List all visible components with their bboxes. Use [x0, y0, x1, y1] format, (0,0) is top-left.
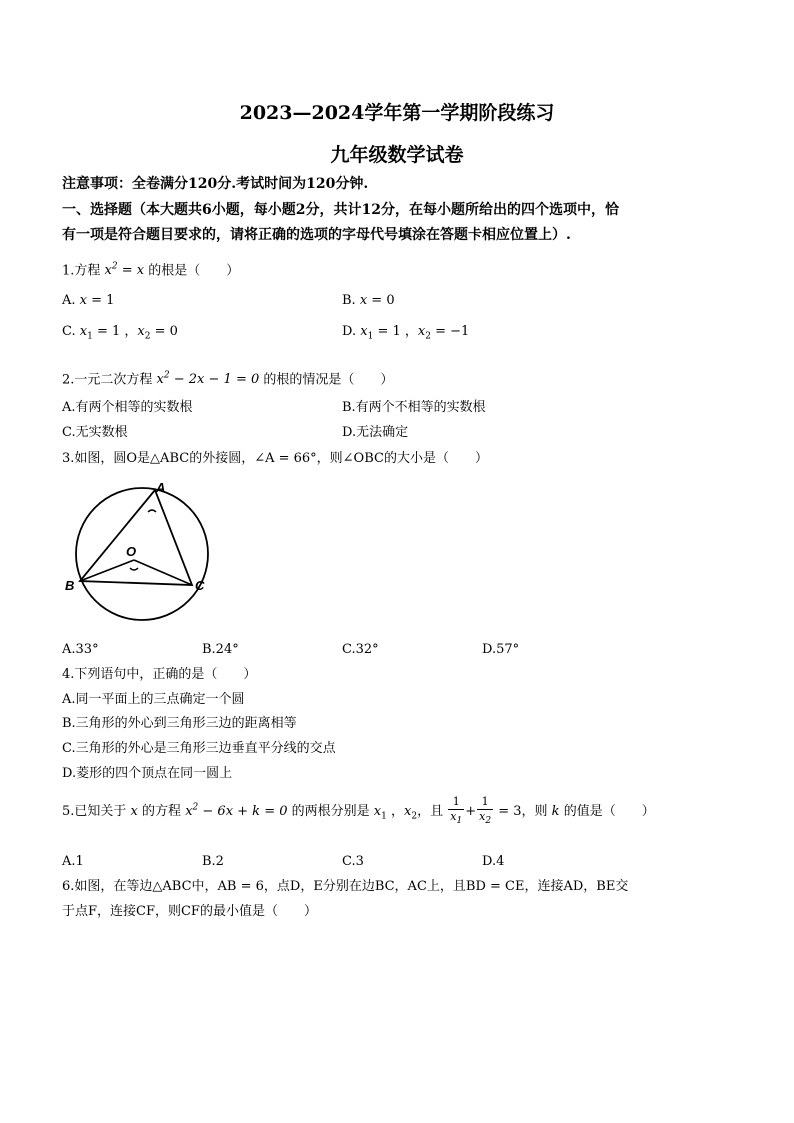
q5-fraction-1: $\frac{1}{x_1}$ — [450, 795, 463, 827]
q1-option-d: D. $x_1 = 1$ ，$x_2 = -1$ — [342, 324, 470, 342]
q4-stem: 4.下列语句中，正确的是（ ） — [62, 667, 257, 682]
notice-text: 注意事项：全卷满分120分.考试时间为120分钟. — [62, 176, 369, 192]
q2-option-b: B.有两个不相等的实数根 — [342, 400, 486, 415]
q1-equation: $x^2 = x$ — [104, 262, 145, 279]
q2-stem: 2.一元二次方程 $x^2 - 2x - 1 = 0$ 的根的情况是（ ） — [62, 371, 394, 388]
label-a: A — [156, 480, 166, 495]
q4-option-a: A.同一平面上的三点确定一个圆 — [62, 692, 245, 707]
q3-option-b: B.24° — [202, 642, 239, 657]
q1-option-b: B. x = 0 — [342, 293, 395, 308]
q5-option-b: B.2 — [202, 854, 224, 869]
q4-option-b: B.三角形的外心到三角形三边的距离相等 — [62, 716, 297, 731]
q5-fraction-2: $\frac{1}{x_2}$ — [479, 795, 492, 827]
angle-o-mark — [130, 568, 138, 570]
q2-option-d: D.无法确定 — [342, 425, 409, 440]
exam-subtitle: 九年级数学试卷 — [330, 144, 464, 166]
q5-option-d: D.4 — [482, 854, 505, 869]
label-o: O — [126, 544, 137, 559]
triangle-abc — [80, 490, 192, 585]
q5-option-c: C.3 — [342, 854, 364, 869]
q2-equation: $x^2 - 2x - 1 = 0$ — [156, 371, 260, 388]
q5-equation: $x^2 - 6x + k = 0$ — [185, 802, 288, 820]
label-c: C — [195, 578, 205, 593]
q1-option-c: C. $x_1 = 1$ ，$x_2 = 0$ — [62, 324, 178, 342]
q3-option-c: C.32° — [342, 642, 379, 657]
exam-title: 2023—2024学年第一学期阶段练习 — [239, 102, 555, 124]
q1-option-a: A. x = 1 — [62, 293, 115, 308]
q3-option-a: A.33° — [62, 642, 99, 657]
q2-option-a: A.有两个相等的实数根 — [62, 400, 193, 415]
angle-a-mark — [148, 510, 156, 512]
q1-stem: 1.方程 $x^2 = x$ 的根是（ ） — [62, 262, 240, 279]
q4-option-d: D.菱形的四个顶点在同一圆上 — [62, 766, 233, 781]
q5-option-a: A.1 — [62, 854, 84, 869]
q5-stem: 5.已知关于 x 的方程 $x^2 - 6x + k = 0$ 的两根分别是 $x_1$ ，$x_2$，且 $\frac{1}{x_1}$ + $\frac{1}{x_2}$ = 3，则 k 的值是（ ） — [62, 795, 655, 827]
circle-o — [76, 488, 208, 620]
label-b: B — [65, 578, 75, 593]
section-instructions-line2: 有一项是符合题目要求的，请将正确的选项的字母代号填涂在答题卡相应位置上）. — [62, 227, 571, 243]
section-instructions-line1: 一、选择题（本大题共6小题，每小题2分，共计12分，在每小题所给出的四个选项中，恰 — [62, 202, 619, 218]
circumcircle-figure — [62, 478, 222, 628]
q3-stem: 3.如图，圆O是△ABC的外接圆，∠A = 66°，则∠OBC的大小是（ ） — [62, 451, 488, 466]
q3-option-d: D.57° — [482, 642, 520, 657]
q6-stem-line2: 于点F，连接CF，则CF的最小值是（ ） — [62, 904, 317, 919]
q2-option-c: C.无实数根 — [62, 425, 128, 440]
q4-option-c: C.三角形的外心是三角形三边垂直平分线的交点 — [62, 741, 336, 756]
q6-stem-line1: 6.如图，在等边△ABC中，AB = 6，点D，E分别在边BC，AC上，且BD = CE，连接AD，BE交 — [62, 879, 629, 894]
